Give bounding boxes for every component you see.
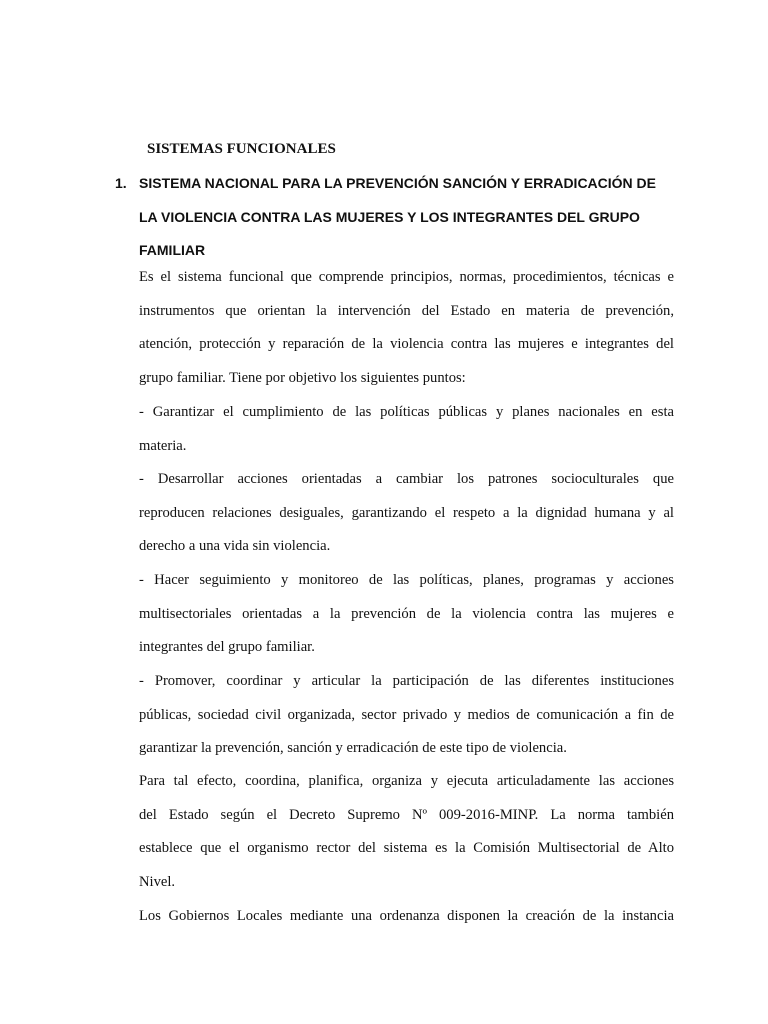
- text-line: Nivel.: [139, 873, 176, 890]
- text-line: Para tal efecto, coordina, planifica, organiza y ejecuta articuladamente las acciones: [139, 773, 674, 789]
- text-line: instrumentos que orientan la intervención del Estado en materia de prevención,: [139, 302, 674, 319]
- section-heading-line: LA VIOLENCIA CONTRA LAS MUJERES Y LOS INTEGRANTES DEL GRUPO: [139, 208, 640, 225]
- text-line: - Desarrollar acciones orientadas a cambiar los patrones socioculturales que: [139, 471, 674, 487]
- section-heading: [139, 173, 679, 274]
- paragraph-gobiernos-locales: [139, 906, 674, 940]
- text-line: garantizar la prevención, sanción y erradicación de este tipo de violencia.: [139, 740, 567, 756]
- section-heading-line: FAMILIAR: [139, 242, 206, 258]
- bullet-item-4: [139, 671, 674, 772]
- text-line: - Hacer seguimiento y monitoreo de las políticas, planes, programas y acciones: [139, 572, 674, 588]
- text-line: atención, protección y reparación de la violencia contra las mujeres e integrantes del: [139, 336, 674, 352]
- text-line: establece que el organismo rector del sistema es la Comisión Multisectorial de Alto: [139, 840, 674, 856]
- bullet-item-3: [139, 570, 674, 671]
- section-heading-line: SISTEMA NACIONAL PARA LA PREVENCIÓN SANCIÓN Y ERRADICACIÓN DE: [139, 175, 657, 191]
- text-line: - Promover, coordinar y articular la participación de las diferentes instituciones: [139, 673, 674, 689]
- text-line: integrantes del grupo familiar.: [139, 639, 315, 655]
- section-number: 1.: [115, 175, 127, 191]
- text-line: Los Gobiernos Locales mediante una ordenanza disponen la creación de la instancia: [139, 908, 674, 924]
- text-line: públicas, sociedad civil organizada, sector privado y medios de comunicación a fin de: [139, 706, 674, 723]
- intro-paragraph: [139, 267, 674, 401]
- document-title: SISTEMAS FUNCIONALES: [147, 141, 336, 157]
- text-line: - Garantizar el cumplimiento de las políticas públicas y planes nacionales en esta: [139, 404, 674, 420]
- text-line: del Estado según el Decreto Supremo Nº 009-2016-MINP. La norma también: [139, 806, 674, 823]
- text-line: multisectoriales orientadas a la prevención de la violencia contra las mujeres e: [139, 605, 674, 622]
- bullet-item-1: [139, 402, 674, 469]
- text-line: grupo familiar. Tiene por objetivo los siguientes puntos:: [139, 369, 466, 386]
- paragraph-decreto: [139, 771, 674, 905]
- text-line: materia.: [139, 437, 187, 454]
- text-line: derecho a una vida sin violencia.: [139, 538, 331, 554]
- text-line: Es el sistema funcional que comprende principios, normas, procedimientos, técnicas e: [139, 269, 674, 285]
- text-line: reproducen relaciones desiguales, garantizando el respeto a la dignidad humana y al: [139, 504, 674, 521]
- bullet-item-2: [139, 469, 674, 570]
